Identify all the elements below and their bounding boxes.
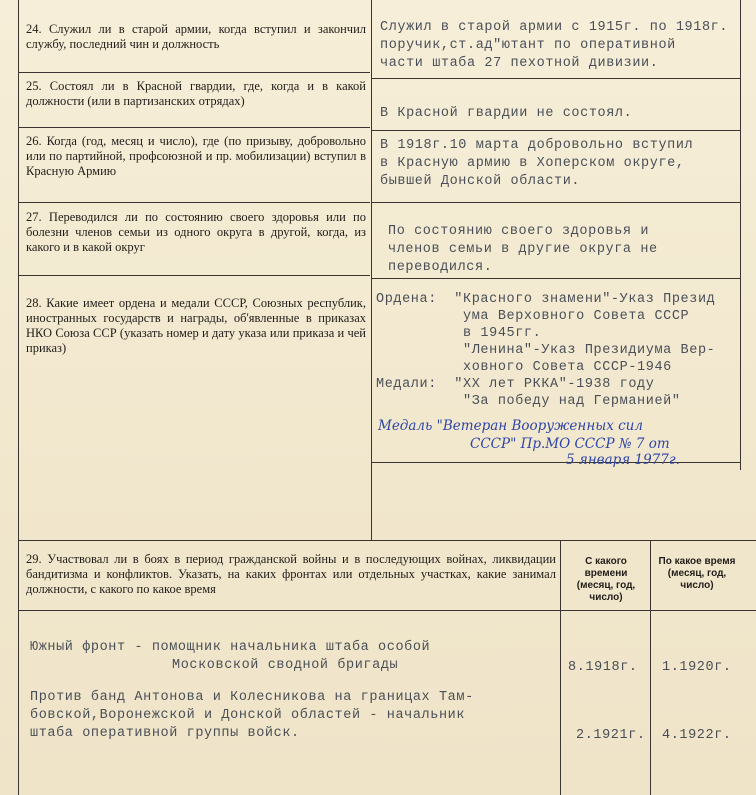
battle-row-1-from: 8.1918г.: [568, 660, 638, 675]
answer-26-line-3: бывшей Донской области.: [380, 174, 581, 189]
row-divider-27: [18, 275, 370, 276]
question-29: 29. Участвовал ли в боях в период гражданской войны и в последующих войнах, ликвидации бандитизма и конфликтов. Указать, на каких фронтах или отдельных участках, какие занимал должности, с какого по какое время: [26, 552, 556, 596]
answer-26-line-1: В 1918г.10 марта добровольно вступил: [380, 138, 694, 153]
row-divider-28-right: [372, 462, 740, 463]
row-divider-25: [18, 127, 370, 128]
awards-line-7: "За победу над Германией": [376, 394, 681, 409]
row-divider-25-right: [372, 130, 740, 131]
row-divider-26-right: [372, 202, 740, 203]
question-25: 25. Состоял ли в Красной гвардии, где, когда и в какой должности (или в партизанских отрядах): [26, 79, 366, 108]
q29-col-divider-2: [650, 540, 651, 795]
handwritten-medal-line-1: Медаль "Ветеран Вооруженных сил: [378, 418, 643, 434]
answer-27-line-2: членов семьи в другие округа не: [388, 242, 658, 257]
handwritten-medal-line-2: СССР" Пр.МО СССР № 7 от: [470, 436, 670, 452]
awards-line-6: Медали: "XX лет РККА"-1938 году: [376, 377, 655, 392]
answer-24-line-1: Служил в старой армии с 1915г. по 1918г.: [380, 20, 729, 35]
column-divider: [371, 0, 372, 540]
handwritten-medal-line-3: 5 января 1977г.: [566, 452, 680, 468]
awards-line-3: в 1945гг.: [376, 326, 542, 341]
question-27: 27. Переводился ли по состоянию своего здоровья или по болезни членов семьи из одного округа в другой, когда, из какого и в какой округ: [26, 210, 366, 254]
q29-col-divider-1: [560, 540, 561, 795]
answer-27-line-1: По состоянию своего здоровья и: [388, 224, 650, 239]
awards-line-1: Ордена: "Красного знамени"-Указ Презид: [376, 292, 716, 307]
battle-row-1-to: 1.1920г.: [662, 660, 732, 675]
battle-row-2-line-3: штаба оперативной группы войск.: [30, 726, 300, 741]
question-28: 28. Какие имеет ордена и медали СССР, Союзных республик, иностранных государств и награды, об'явленные в приказах НКО Союза ССР (указать номер и дату указа или приказа и чей приказ): [26, 296, 366, 355]
col-header-to: По какое время (месяц, год, число): [658, 556, 736, 591]
battle-row-2-line-2: бовской,Воронежской и Донской областей - начальник: [30, 708, 466, 723]
battle-row-2-from: 2.1921г.: [576, 728, 646, 743]
awards-line-2: ума Верховного Совета СССР: [376, 309, 690, 324]
question-24: 24. Служил ли в старой армии, когда вступил и закончил службу, последний чин и должность: [26, 22, 366, 51]
answer-27-line-3: переводился.: [388, 260, 493, 275]
battle-row-1-line-1: Южный фронт - помощник начальника штаба особой: [30, 640, 431, 655]
left-border: [18, 0, 19, 540]
answer-25-line-1: В Красной гвардии не состоял.: [380, 106, 633, 121]
awards-line-4: "Ленина"-Указ Президиума Вер-: [376, 343, 716, 358]
row-divider-24-right: [372, 78, 740, 79]
q29-header-divider: [18, 610, 756, 611]
row-divider-26: [18, 202, 370, 203]
q29-top-border: [18, 540, 756, 541]
row-divider-27-right: [372, 278, 740, 279]
battle-row-2-line-1: Против банд Антонова и Колесникова на границах Там-: [30, 690, 474, 705]
row-divider-24: [18, 72, 370, 73]
awards-line-5: ховного Совета СССР-1946: [376, 360, 672, 375]
question-26: 26. Когда (год, месяц и число), где (по призыву, добровольно или по партийной, профсоюзной и пр. мобилизации) вступил в Красную Армию: [26, 134, 366, 178]
answer-26-line-2: в Красную армию в Хоперском округе,: [380, 156, 685, 171]
right-border: [740, 0, 741, 470]
col-header-from: С какого времени (месяц, год, число): [576, 556, 636, 603]
battle-row-1-line-2: Московской сводной бригады: [172, 658, 399, 673]
answer-24-line-3: части штаба 27 пехотной дивизии.: [380, 56, 659, 71]
answer-24-line-2: поручик,ст.ад"ютант по оперативной: [380, 38, 676, 53]
battle-row-2-to: 4.1922г.: [662, 728, 732, 743]
q29-left-border: [18, 540, 19, 795]
